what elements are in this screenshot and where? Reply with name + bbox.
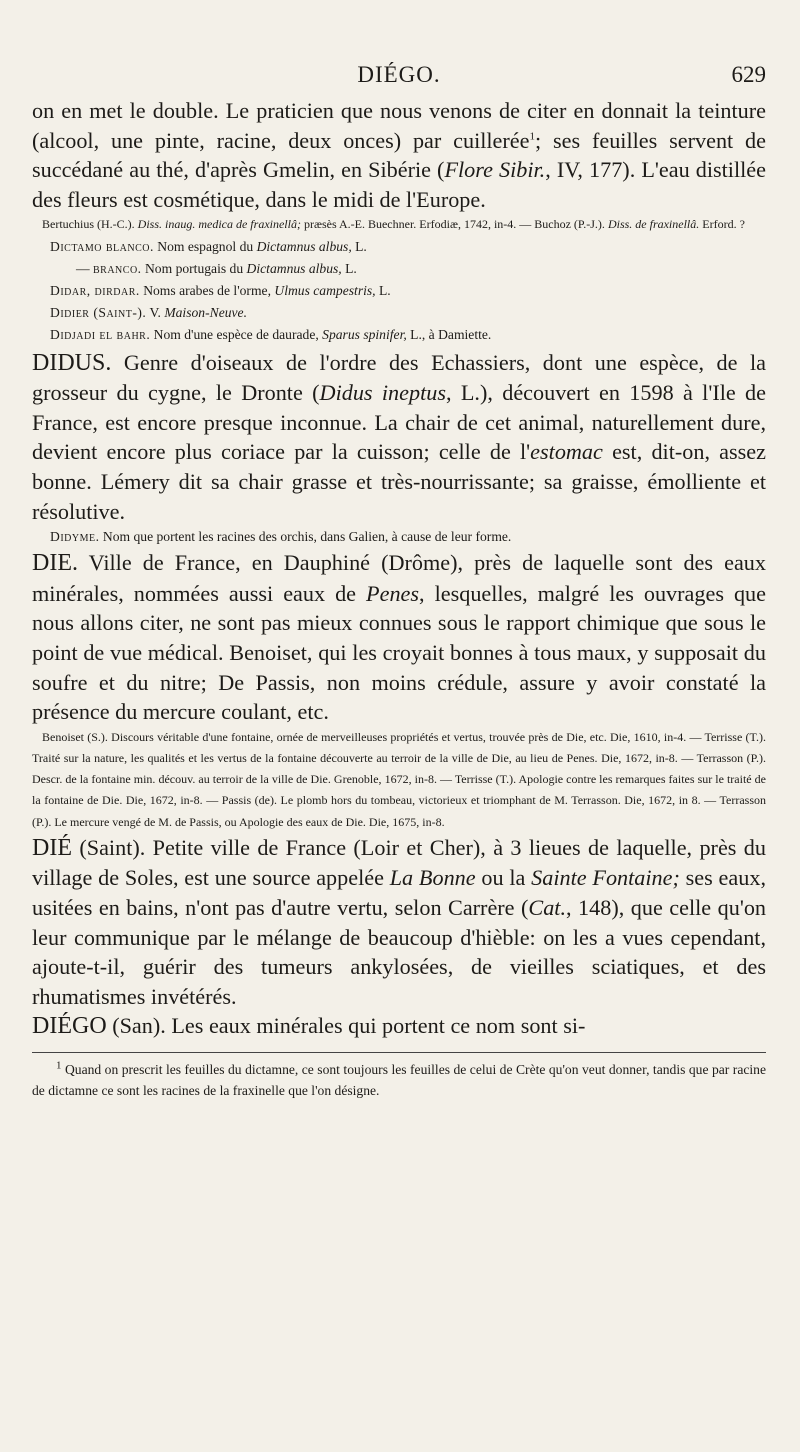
- footnote-number: 1: [56, 1059, 62, 1072]
- headword: DIÉGO: [32, 1013, 107, 1040]
- headword: DIDUS.: [32, 349, 112, 376]
- headword: DIÉ: [32, 834, 72, 861]
- entry-didjadi: Didjadi el bahr. Nom d'une espèce de daurade, Sparus spinifer, L., à Damiette.: [50, 326, 492, 342]
- entry-die: DIE. Ville de France, en Dauphiné (Drôme), près de laquelle sont des eaux minérales, nommées aussi eaux de Penes, lesquelles, malgré les ouvrages que nous allons citer, ne sont pas mieux connues sous le rapport chimique que sous le point de vue médical. Benoiset, qui les croyait bonnes à tous maux, y supposait du soufre et du nitre; De Passis, non moins crédule, assure y avoir constaté la présence du mercure coulant, etc.: [32, 550, 767, 725]
- running-head: DIÉGO.: [357, 62, 441, 87]
- footnotes: [32, 1052, 766, 1101]
- entry-diego-san: DIÉGO (San). Les eaux minérales qui portent ce nom sont si-: [32, 1013, 586, 1040]
- entry-didyme: Didyme. Nom que portent les racines des orchis, dans Galien, à cause de leur forme.: [50, 529, 512, 545]
- entry-didus: DIDUS. Genre d'oiseaux de l'ordre des Echassiers, dont une espèce, de la grosseur du cygne, le Dronte (Didus ineptus, L.), découvert en 1598 à l'Ile de France, est encore presque inconnue. La chair de cet animal, naturellement dure, devient encore plus coriace par la cuisson; celle de l'estomac est, dit-on, assez bonne. Lémery dit sa chair grasse et très-nourrissante; sa graisse, émolliente et résolutive.: [32, 349, 766, 524]
- headword: DIE.: [32, 550, 78, 577]
- footnote-mark[interactable]: 1: [529, 130, 535, 143]
- entry-dictamo-branco: — branco. Nom portugais du Dictamnus albus, L.: [76, 260, 357, 276]
- bibliography-die: Benoiset (S.). Discours véritable d'une fontaine, ornée de merveilleuses propriétés et vertus, trouvée près de Die, etc. Die, 1610, in-4. — Terrisse (T.). Traité sur la nature, les qualités et les vertus de la fontaine découverte au terroir de la ville de Die, au lieu de Penes. Die, 1672, in-8. — Terrasson (P.). Descr. de la fontaine min. découv. au terroir de la ville de Die. Grenoble, 1672, in-8. — Terrisse (T.). Apologie contre les remarques faites sur le traité de la fontaine de Die. Die, 1672, in-8. — Passis (de). Le plomb hors du tombeau, victorieux et triomphant de M. Terrasson. Die, 1672, in 8. — Terrasson (P.). Le mercure vengé de M. de Passis, ou Apologie des eaux de Die. Die, 1675, in-8.: [32, 729, 766, 829]
- entry-die-saint: DIÉ (Saint). Petite ville de France (Loir et Cher), à 3 lieues de laquelle, près du village de Soles, est une source appelée La Bonne ou la Sainte Fontaine; ses eaux, usitées en bains, n'ont pas d'autre vertu, selon Carrère (Cat., 148), que celle qu'on leur communique par le mélange de beaucoup d'hièble: on les a vues cependant, ajoute-t-il, guérir des tumeurs ankylosées, de vieilles sciatiques, et des rhumatismes invétérés.: [32, 834, 767, 1009]
- paragraph-continuation: on en met le double. Le praticien que nous venons de citer en donnait la teinture (alcool, une pinte, racine, deux onces) par cuillerée$^1$; ses feuilles servent de succédané au thé, d'après Gmelin, en Sibérie (Flore Sibir., IV, 177). L'eau distillée des fleurs est cosmétique, dans le midi de l'Europe.: [32, 98, 766, 212]
- entry-didar: Didar, dirdar. Noms arabes de l'orme, Ulmus campestris, L.: [50, 282, 391, 298]
- entry-didier: Didier (Saint-). V. Maison-Neuve.: [50, 304, 247, 320]
- entry-dictamo-blanco: Dictamo blanco. Nom espagnol du Dictamnus albus, L.: [50, 238, 367, 254]
- page-header: [32, 58, 766, 96]
- footnote: $^1$ Quand on prescrit les feuilles du dictamne, ce sont toujours les feuilles de celui de Crète qu'on veut donner, tandis que par racine de dictamne ce sont les racines de la fraxinelle que l'on désigne.: [32, 1059, 766, 1098]
- bibliography-fraxinelle: Bertuchius (H.-C.). Diss. inaug. medica de fraxinellâ; præsès A.-E. Buechner. Erfodiæ, 1742, in-4. — Buchoz (P.-J.). Diss. de fraxinellâ. Erford. ?: [42, 217, 745, 232]
- page-number: 629: [731, 62, 766, 87]
- main-text: [32, 96, 766, 1042]
